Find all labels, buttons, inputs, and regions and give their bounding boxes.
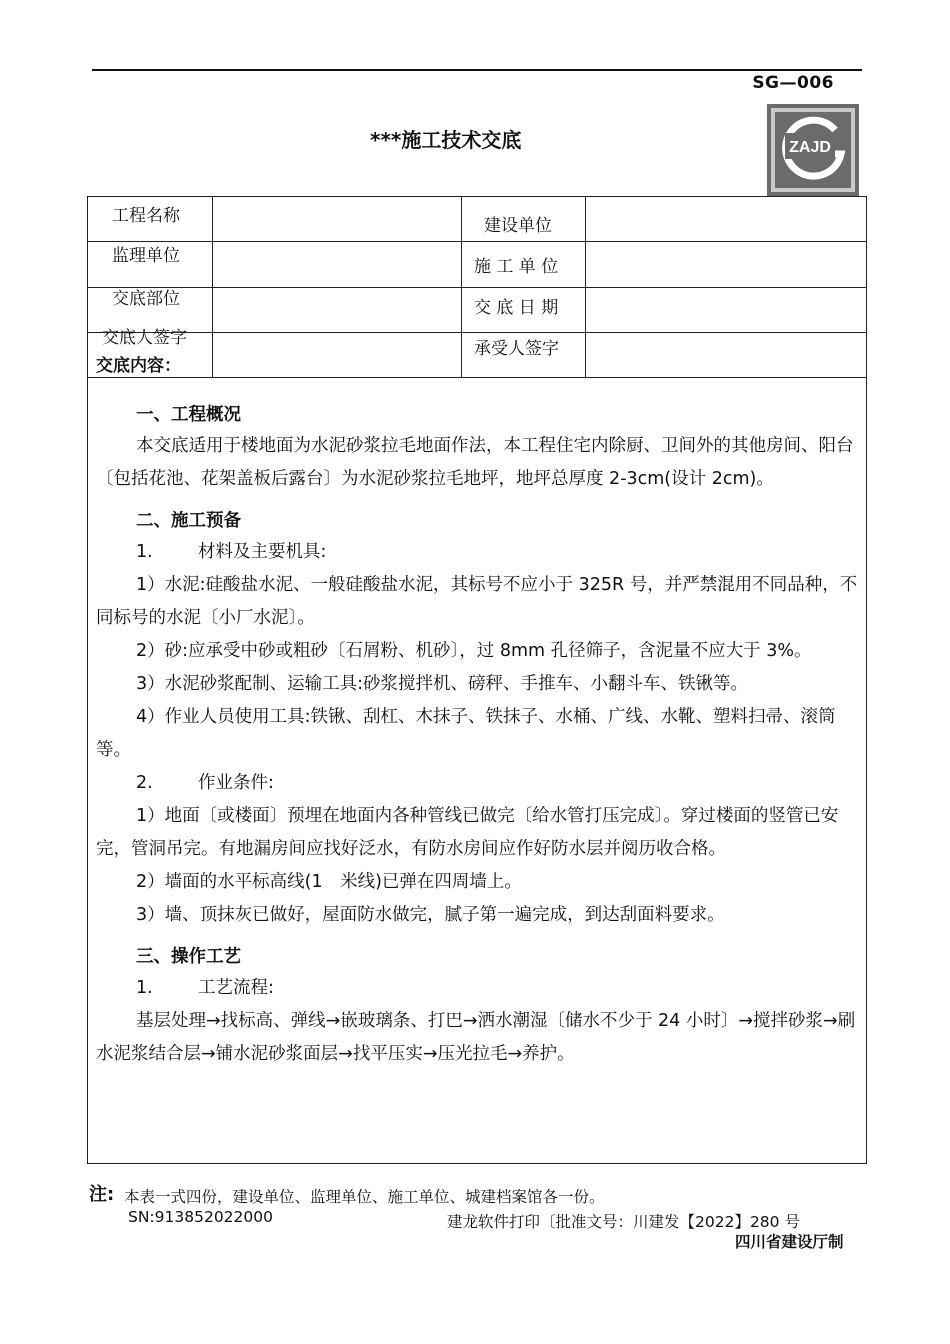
numbered-item: [96, 972, 860, 1005]
project-name-field[interactable]: [213, 197, 461, 241]
disclosure-date-label: 交 底 日 期: [474, 298, 559, 318]
supervision-unit-label: 监理单位: [112, 246, 180, 266]
paragraph: 本交底适用于楼地面为水泥砂浆拉毛地面作法，本工程住宅内除厨、卫间外的其他房间、阳台〔包括花池、花架盖板后露台〕为水泥砂浆拉毛地坪，地坪总厚度 2-3cm(设计 2cm)。: [96, 436, 854, 489]
construction-unit-field[interactable]: [586, 242, 866, 287]
receiver-signature-field[interactable]: [586, 333, 866, 377]
disclosure-date-field[interactable]: [586, 288, 866, 332]
note-mark: 注:: [89, 1184, 115, 1205]
paragraph: 1）水泥:硅酸盐水泥、一般硅酸盐水泥，其标号不应小于 325R 号，并严禁混用不同品种，不同标号的水泥〔小厂水泥〕。: [96, 575, 858, 628]
item-text: 材料及主要机具:: [198, 542, 327, 562]
paragraph: 3）水泥砂浆配制、运输工具:砂浆搅拌机、磅秤、手推车、小翻斗车、铁锹等。: [136, 674, 749, 694]
paragraph: 4）作业人员使用工具:铁锹、刮杠、木抹子、铁抹子、水桶、广线、水靴、塑料扫帚、滚筒等。: [96, 707, 836, 760]
disclosure-content: [96, 400, 860, 1071]
zajd-logo-graphic: [767, 104, 859, 196]
project-info-table: [87, 196, 867, 378]
item-text: 工艺流程:: [198, 978, 274, 998]
construction-owner-label: 建设单位: [484, 216, 552, 236]
section-heading: 三、操作工艺: [136, 947, 241, 967]
receiver-signature-label: 承受人签字: [474, 339, 559, 359]
top-rule: [92, 69, 862, 71]
zajd-logo: [767, 104, 859, 196]
disclosure-content-label: 交底内容：: [96, 356, 181, 376]
serial-number: SN:913852022000: [128, 1208, 273, 1226]
section-heading: 二、施工预备: [136, 511, 241, 531]
note-text: 本表一式四份，建设单位、监理单位、施工单位、城建档案馆各一份。: [124, 1188, 605, 1206]
paragraph: 基层处理→找标高、弹线→嵌玻璃条、打巴→洒水潮湿〔储水不少于 24 小时〕→搅拌砂浆→刷水泥浆结合层→铺水泥砂浆面层→找平压实→压光拉毛→养护。: [96, 1011, 856, 1064]
table-col-divider: [461, 197, 462, 377]
item-number: 1.: [136, 542, 153, 562]
item-number: 1.: [136, 978, 153, 998]
disclosure-content-box: [87, 378, 867, 1164]
section-heading: 一、工程概况: [136, 405, 241, 425]
construction-unit-label: 施 工 单 位: [474, 257, 559, 277]
document-title: ***施工技术交底: [370, 128, 522, 152]
discloser-signature-field[interactable]: [213, 333, 461, 377]
construction-owner-field[interactable]: [586, 197, 866, 241]
disclosure-part-field[interactable]: [213, 288, 461, 332]
discloser-signature-label: 交底人签字: [102, 328, 187, 348]
item-number: 2.: [136, 773, 153, 793]
numbered-item: [96, 536, 860, 569]
item-text: 作业条件:: [198, 773, 274, 793]
print-info: 建龙软件打印〔批准文号：川建发【2022】280 号: [447, 1213, 800, 1231]
paragraph: 3）墙、顶抹灰已做好，屋面防水做完，腻子第一遍完成，到达刮面料要求。: [136, 905, 725, 925]
project-name-label: 工程名称: [112, 206, 180, 226]
logo-text: ZAJD: [789, 139, 831, 156]
form-code: SG—006: [752, 73, 834, 93]
paragraph: 2）砂:应承受中砂或粗砂〔石屑粉、机砂〕，过 8mm 孔径筛子，含泥量不应大于 3%。: [136, 641, 812, 661]
supervision-unit-field[interactable]: [213, 242, 461, 287]
paragraph: 1）地面〔或楼面〕预埋在地面内各种管线已做完〔给水管打压完成〕。穿过楼面的竖管已安完，管洞吊完。有地漏房间应找好泛水，有防水房间应作好防水层并阅历收合格。: [96, 806, 839, 859]
disclosure-part-label: 交底部位: [112, 289, 180, 309]
issuer: 四川省建设厅制: [735, 1233, 844, 1251]
numbered-item: [96, 767, 860, 800]
paragraph: 2）墙面的水平标高线(1 米线)已弹在四周墙上。: [136, 872, 522, 892]
